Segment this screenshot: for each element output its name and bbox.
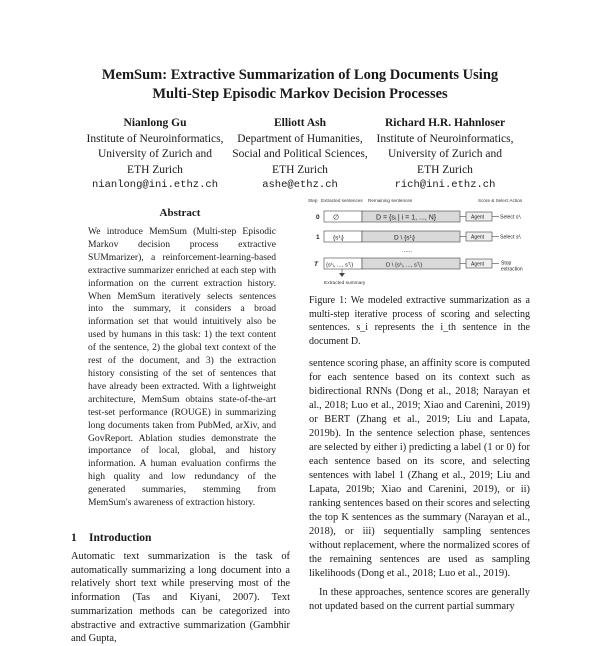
- abstract-heading: Abstract: [159, 207, 201, 219]
- figure-caption: Figure 1: We modeled extractive summarization as a multi-step iterative process of scoring and selecting sentences. s_i represents the i_th sentence in the document D.: [309, 295, 530, 347]
- author-email[interactable]: nianlong@ini.ethz.ch: [91, 179, 219, 191]
- author-email[interactable]: rich@ini.ethz.ch: [394, 179, 496, 191]
- fig-header-extracted: Extracted sentences: [321, 198, 363, 203]
- paragraph: In these approaches, sentence scores are generally not updated based on the current partial summary: [309, 587, 530, 612]
- figure-1-diagram: [306, 194, 534, 289]
- fig-header-step: Step: [308, 198, 318, 203]
- author-affiliation: Social and Political Sciences,: [232, 148, 368, 160]
- title-line-1: MemSum: Extractive Summarization of Long Documents Using: [101, 67, 499, 83]
- author-email[interactable]: ashe@ethz.ch: [262, 179, 338, 191]
- fig-stop-label: Stop: [501, 260, 512, 267]
- author-affiliation: University of Zurich and: [97, 148, 212, 160]
- intro-text: Automatic text summarization is the task of automatically summarizing a long document into a relatively short text while preserving most of the information (Tas and Kiyani, 2007). Text summarization methods can be categorized into abstractive and extractive summarization (Gambhir and Gupta,: [71, 551, 290, 645]
- author-name: Elliott Ash: [273, 117, 327, 129]
- fig-header-score: Score & Select Action: [478, 198, 523, 203]
- author-affiliation: Department of Humanities,: [237, 132, 363, 145]
- fig-row0-select: Select s¹ᵢ: [500, 214, 521, 221]
- right-column-text: [309, 357, 530, 614]
- fig-rowT-remaining: D \ {s¹ᵢ, ..., sᵀᵢ}: [386, 262, 423, 269]
- author-affiliation: Institute of Neuroinformatics,: [376, 132, 514, 145]
- fig-row0-extracted: ∅: [333, 214, 340, 222]
- author-name: Nianlong Gu: [123, 117, 187, 129]
- section-heading: [71, 532, 151, 544]
- section-title: Introduction: [89, 532, 152, 544]
- author-affiliation: Institute of Neuroinformatics,: [86, 132, 224, 145]
- fig-row0-extracted-box: [324, 211, 362, 222]
- section-number: 1: [71, 532, 77, 544]
- fig-row1-extracted: {s¹ᵢ}: [333, 234, 344, 242]
- fig-extracted-summary: Extracted summary: [324, 281, 366, 286]
- paragraph: sentence scoring phase, an affinity score is computed for each sentence based on its context such as bidirectional RNNs (Dong et al., 2018; Narayan et al., 2018; Luo et al., 2019; Xiao and Carenini, 2019) or BERT (Zhang et al., 2019; Liu and Lapata, 2019b). In the sentence selection phase, sentences are selected by either i) predicting a label (1 or 0) for each sentence based on its score, and selecting sentences with label 1 (Zhang et al., 2019; Liu and Lapata, 2019b; Xiao and Carenini, 2019), or ii) ranking sentences based on their scores and selecting the top K sentences as the summary (Narayan et al., 2018), or iii) sequentially sampling sentences without replacement, where the normalized scores of the remaining sentences are used as sampling likelihoods (Dong et al., 2018; Luo et al., 2019).: [309, 358, 530, 579]
- fig-row1-step: 1: [316, 234, 320, 241]
- fig-row0-agent: Agent: [471, 214, 485, 221]
- fig-row1-remaining: D \ {s¹ᵢ}: [394, 234, 415, 242]
- author-affiliation: ETH Zurich: [272, 163, 328, 176]
- fig-header-remaining: Remaining sentences: [368, 198, 413, 203]
- fig-row0-step: 0: [316, 214, 320, 221]
- fig-stop-label-2: extraction: [501, 266, 523, 273]
- title-line-2: Multi-Step Episodic Markov Decision Processes: [152, 86, 448, 102]
- fig-rowT-step: T: [314, 261, 318, 268]
- abstract-text: We introduce MemSum (Multi-step Episodic Markov decision process extractive SUMmarizer), a reinforcement-learning-based extractive summarizer enriched at each step with information on the current extraction history. When MemSum iteratively selects sentences into the summary, it considers a broad information set that would intuitively also be used by humans in this task: 1) the text content of the sentence, 2) the global text context of the rest of the document, and 3) the extraction history consisting of the set of sentences that have already been extracted. With a lightweight architecture, MemSum obtains state-of-the-art test-set performance (ROUGE) in summarizing long documents taken from PubMed, arXiv, and GovReport. Ablation studies demonstrate the importance of local, global, and history information. A human evaluation confirms the high quality and low redundancy of the generated summaries, stemming from MemSum's awareness of extraction history.: [88, 226, 276, 509]
- author-affiliation: ETH Zurich: [417, 163, 473, 176]
- author-affiliation: ETH Zurich: [127, 163, 183, 176]
- fig-row0-remaining: D = {sᵢ | i = 1, ..., N}: [376, 214, 437, 222]
- fig-row1-agent: Agent: [471, 234, 485, 241]
- fig-rowT-extracted: {s¹ᵢ, ..., sᵀᵢ}: [326, 262, 354, 269]
- author-block-3: [360, 116, 530, 194]
- author-name: Richard H.R. Hahnloser: [384, 117, 506, 129]
- author-affiliation: University of Zurich and: [387, 148, 502, 160]
- fig-rowT-agent: Agent: [471, 261, 485, 268]
- paper-title: [60, 66, 540, 104]
- fig-row-dots: ......: [402, 248, 413, 254]
- fig-row1-select: Select s²ᵢ: [500, 234, 521, 241]
- fig-summary-arrowhead: [339, 273, 345, 277]
